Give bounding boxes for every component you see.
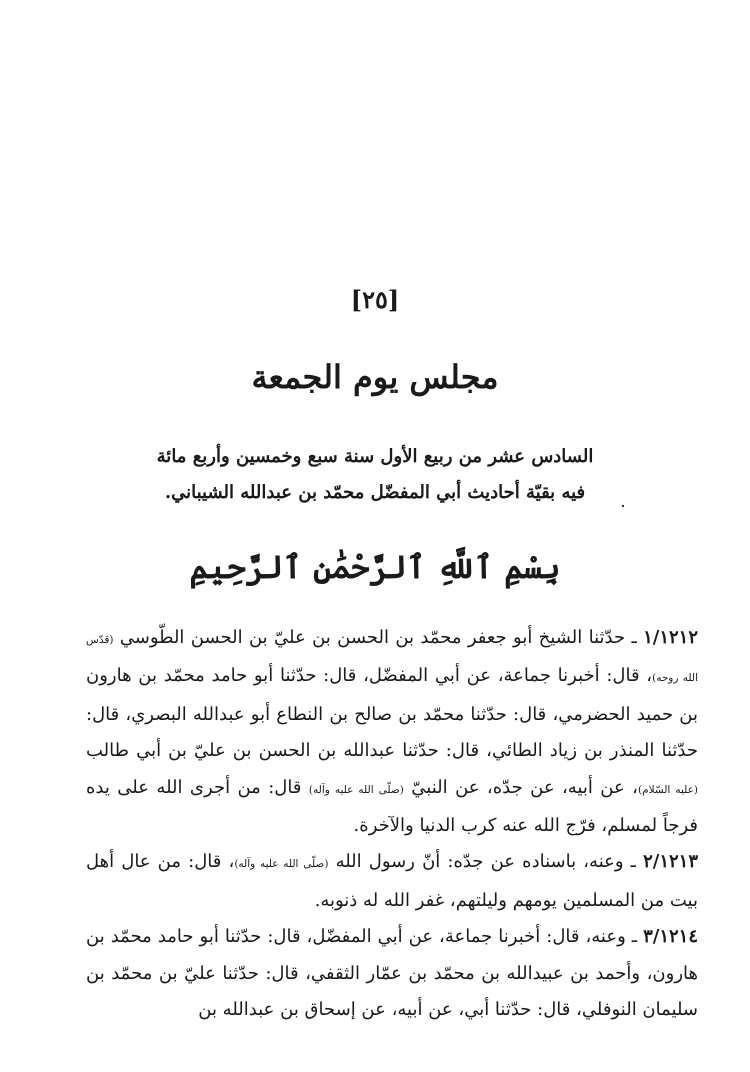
hadith-paragraph (86, 844, 698, 919)
honorific-phrase: (قدّس الله روحه) (86, 634, 698, 685)
hadith-text: ، قال: أخبرنا جماعة، عن أبي المفضّل، قال: حدّثنا أبو حامد محمّد بن هارون بن حميد الحضرمي، قال: حدّثنا محمّد بن صالح بن النطاع أبو عبدالله البصري، قال: حدّثنا المنذر بن زياد الطائي، قال: حدّثنا عبدالله بن الحسن بن عليّ بن أبي طالب (86, 665, 698, 762)
hadith-text: ـ وعنه، باسناده عن جدّه: أنّ رسول الله (328, 851, 644, 873)
hadith-body (86, 620, 698, 1028)
session-description: فيه بقيّة أحاديث أبي المفضّل محمّد بن عبدالله الشيباني. (164, 482, 586, 503)
chapter-number: [٢٥] (350, 285, 400, 314)
honorific-phrase: (صلّى الله عليه وآله) (308, 783, 404, 796)
basmala: بِسْمِ ٱللَّهِ ٱلرَّحْمَٰنِ ٱلرَّحِيمِ (189, 548, 561, 586)
honorific-phrase: (عليه السّلام) (637, 783, 698, 796)
hadith-number: ١/١٢١٢ (643, 627, 698, 648)
hadith-text: ، عن أبيه، عن جدّه، عن النبيّ (403, 776, 638, 798)
hadith-text: ، قال: من عال أهل بيت من المسلمين يومهم وليلتهم، غفر الله له ذنوبه. (86, 851, 698, 911)
hadith-number: ٢/١٢١٣ (643, 851, 698, 873)
hadith-paragraph (86, 919, 698, 1028)
hadith-text: ـ وعنه، قال: أخبرنا جماعة، عن أبي المفضّل، قال: حدّثنا أبو حامد محمّد بن هارون، وأحمد بن عبيدالله بن محمّد بن عمّار الثقفي، قال: حدّثنا عليّ بن محمّد بن سليمان النوفلي، قال: حدّثنا أبي، عن أبيه، عن إسحاق بن عبدالله بن (86, 926, 698, 1021)
honorific-phrase: (صلّى الله عليه وآله) (234, 858, 329, 871)
ink-dot (622, 505, 624, 507)
hadith-text: قال: من أجرى الله على يده فرجاً لمسلم، فرّج الله عنه كرب الدنيا والآخرة. (86, 776, 698, 837)
session-date-line: السادس عشر من ربيع الأول سنة سبع وخمسين وأربع مائة (156, 446, 594, 467)
session-title: مجلس يوم الجمعة (251, 358, 499, 396)
hadith-number: ٣/١٢١٤ (643, 926, 698, 948)
hadith-text: ـ حدّثنا الشيخ أبو جعفر محمّد بن الحسن بن عليّ بن الحسن الطّوسي (113, 627, 644, 648)
hadith-paragraph (86, 620, 698, 844)
